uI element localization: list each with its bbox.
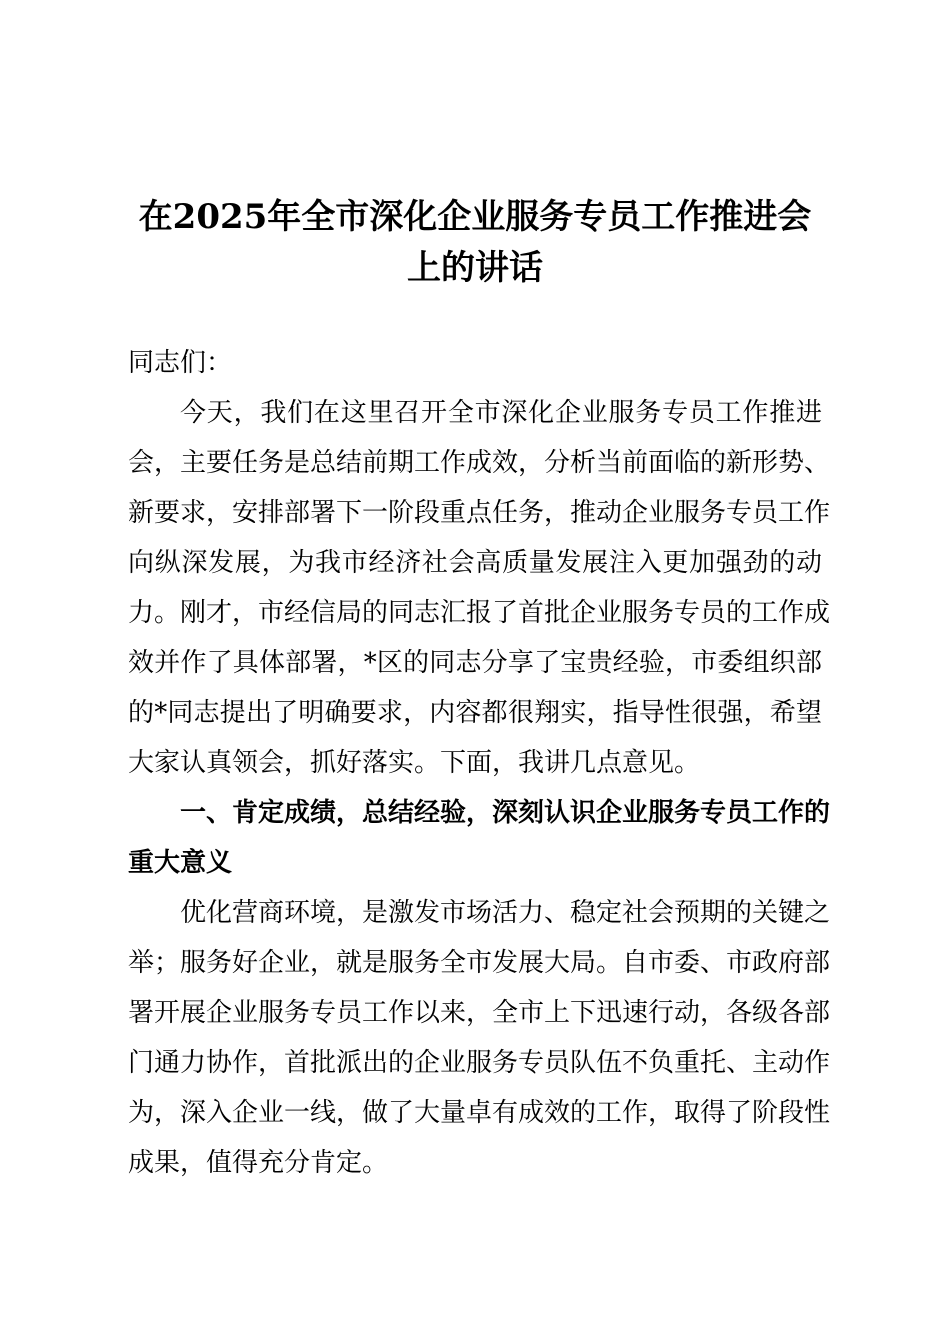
text-line: 力。刚才，市经信局的同志汇报了首批企业服务专员的工作成 — [128, 598, 831, 628]
text-line: 大家认真领会，抓好落实。下面，我讲几点意见。 — [128, 748, 701, 778]
section-heading — [128, 788, 831, 888]
title-line-2: 上的讲话 — [407, 248, 543, 288]
document-title — [0, 192, 950, 294]
text-line: 为，深入企业一线，做了大量卓有成效的工作，取得了阶段性 — [128, 1098, 831, 1128]
salutation — [128, 338, 822, 388]
text-line: 门通力协作，首批派出的企业服务专员队伍不负重托、主动作 — [128, 1048, 831, 1078]
text-line: 重大意义 — [128, 848, 233, 878]
text-line: 向纵深发展，为我市经济社会高质量发展注入更加强劲的动 — [128, 548, 822, 578]
text-line: 优化营商环境，是激发市场活力、稳定社会预期的关键之 — [180, 898, 831, 928]
text-line: 举；服务好企业，就是服务全市发展大局。自市委、市政府部 — [128, 948, 831, 978]
text-line: 会，主要任务是总结前期工作成效，分析当前面临的新形势、 — [128, 448, 831, 478]
text-line: 同志们： — [128, 348, 233, 378]
text-line: 成果，值得充分肯定。 — [128, 1148, 389, 1178]
text-line: 的*同志提出了明确要求，内容都很翔实，指导性很强，希望 — [128, 698, 822, 728]
text-line: 效并作了具体部署，*区的同志分享了宝贵经验，市委组织部 — [128, 648, 822, 678]
title-line-1: 在2025年全市深化企业服务专员工作推进会 — [138, 197, 812, 237]
document-body — [128, 338, 831, 1188]
text-line: 一、肯定成绩，总结经验，深刻认识企业服务专员工作的 — [180, 798, 831, 828]
paragraph — [128, 388, 831, 788]
text-line: 署开展企业服务专员工作以来，全市上下迅速行动，各级各部 — [128, 998, 831, 1028]
paragraph — [128, 888, 831, 1188]
text-line: 今天，我们在这里召开全市深化企业服务专员工作推进 — [180, 398, 822, 428]
text-line: 新要求，安排部署下一阶段重点任务，推动企业服务专员工作 — [128, 498, 831, 528]
